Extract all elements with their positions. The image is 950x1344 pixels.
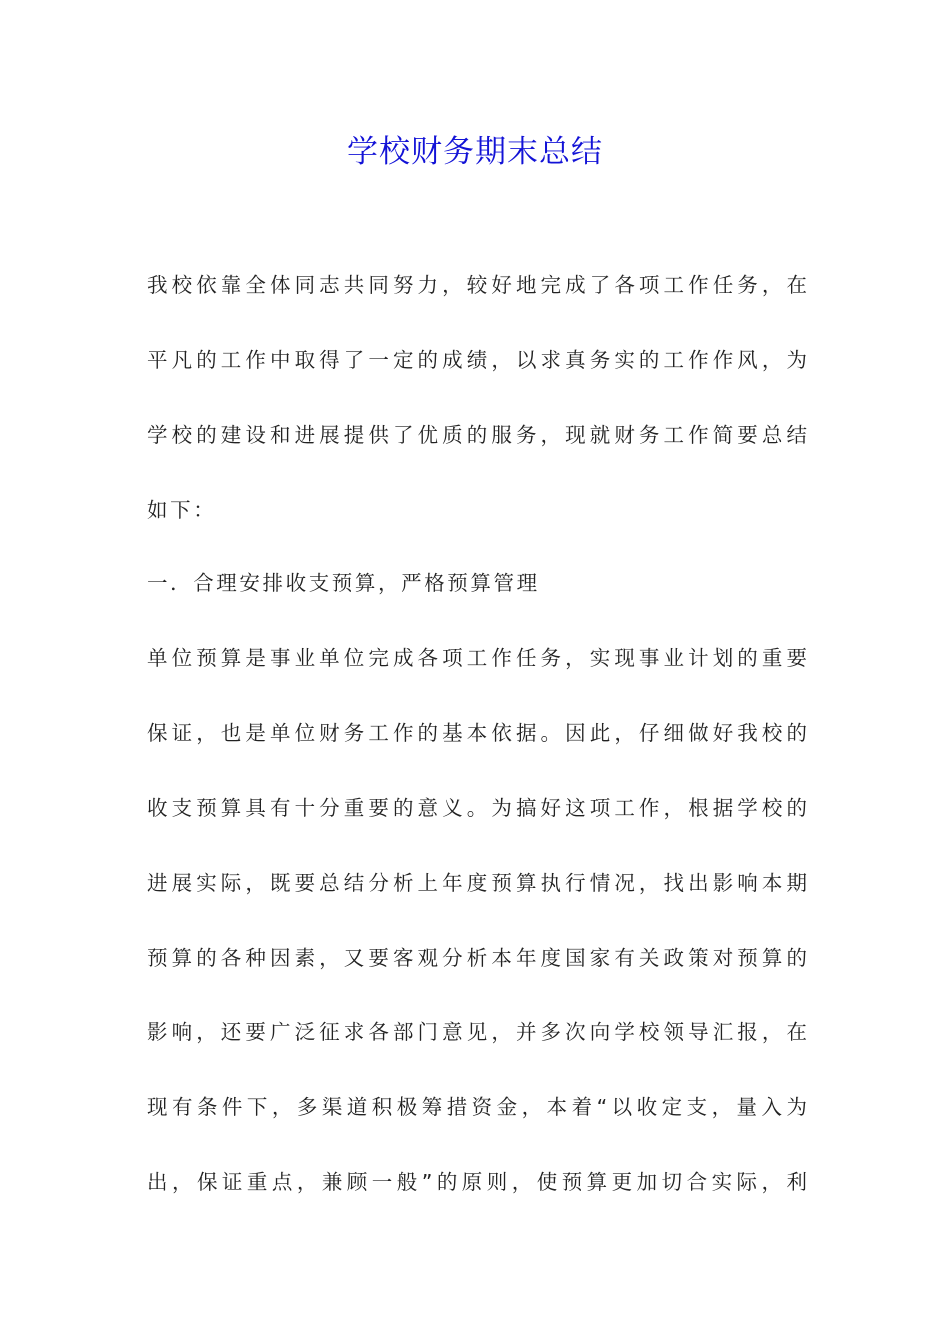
document-title: 学校财务期末总结 <box>347 134 603 170</box>
paragraph-line: 现有条件下，多渠道积极筹措资金，本着“以收定支，量入为 <box>147 1095 807 1119</box>
paragraph-line: 出，保证重点，兼顾一般”的原则，使预算更加切合实际，利 <box>147 1170 807 1194</box>
paragraph-line: 如下： <box>147 498 217 522</box>
paragraph-line: 影响，还要广泛征求各部门意见，并多次向学校领导汇报，在 <box>147 1020 807 1044</box>
paragraph-line: 收支预算具有十分重要的意义。为搞好这项工作，根据学校的 <box>147 796 807 820</box>
paragraph-line: 单位预算是事业单位完成各项工作任务，实现事业计划的重要 <box>147 646 807 670</box>
paragraph-line: 预算的各种因素，又要客观分析本年度国家有关政策对预算的 <box>147 946 807 970</box>
paragraph-line: 保证，也是单位财务工作的基本依据。因此，仔细做好我校的 <box>147 721 807 745</box>
paragraph-line: 学校的建设和进展提供了优质的服务，现就财务工作简要总结 <box>147 423 807 447</box>
section-heading: 一．合理安排收支预算，严格预算管理 <box>147 571 540 595</box>
paragraph-line: 我校依靠全体同志共同努力，较好地完成了各项工作任务，在 <box>147 273 807 297</box>
paragraph-line: 进展实际，既要总结分析上年度预算执行情况，找出影响本期 <box>147 871 807 895</box>
paragraph-line: 平凡的工作中取得了一定的成绩，以求真务实的工作作风，为 <box>147 348 807 372</box>
